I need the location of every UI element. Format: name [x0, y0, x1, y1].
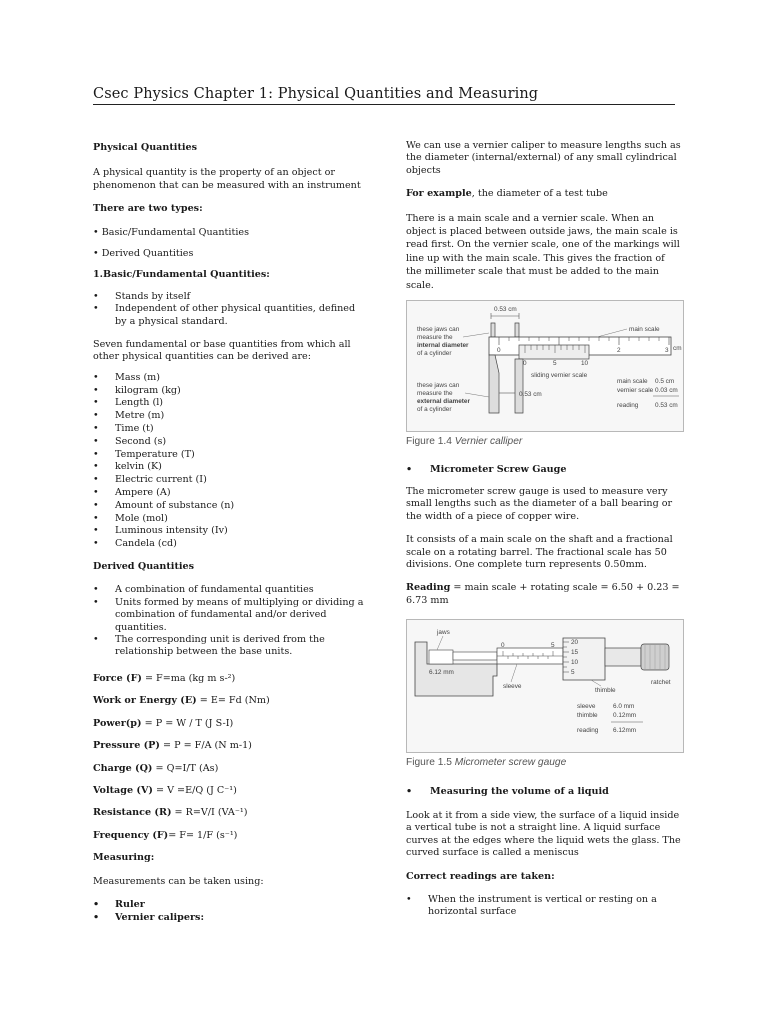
equation-charge: Charge (Q) = Q=I/T (As) [93, 762, 219, 774]
list-item: • Mass (m) [93, 372, 365, 385]
main-scale-label: main scale [629, 326, 660, 334]
equation-resistance: Resistance (R) = R=V/I (VA⁻¹) [93, 807, 248, 819]
correct-readings-heading: Correct readings are taken: [406, 870, 555, 882]
base-quantities-list [93, 372, 365, 551]
title-underline [93, 104, 675, 105]
caption-text: Micrometer screw gauge [454, 757, 567, 769]
list-item: • Time (t) [93, 423, 365, 436]
micrometer-heading: • Micrometer Screw Gauge [406, 464, 682, 476]
internal-jaws-label: of a cylinder [417, 350, 452, 358]
equation-voltage: Voltage (V) = V =E/Q (J C⁻¹) [93, 784, 237, 796]
internal-jaws-label: these jaws can [417, 326, 460, 334]
reading-label: reading [617, 402, 639, 410]
left-column [93, 142, 365, 935]
derived-points-list [93, 584, 365, 658]
figure-1-4-caption [406, 436, 682, 448]
micrometer-intro: The micrometer screw gauge is used to measure very small lengths such as the diameter of a ball bearing or the width of a piece of copper wire. [406, 485, 673, 522]
basic-points-list [93, 291, 365, 328]
external-jaws-label: these jaws can [417, 382, 460, 390]
reading-value: 6.0 mm [613, 703, 635, 711]
correct-readings-list [406, 894, 682, 919]
vernier-tick-label: 0 [523, 360, 527, 368]
sleeve-tick-label: 0 [501, 642, 505, 650]
list-item: • Vernier calipers: [93, 912, 365, 925]
list-item: • Second (s) [93, 436, 365, 449]
micrometer-heading-list [406, 464, 682, 476]
micrometer-figure [406, 619, 684, 753]
thimble-label: thimble [595, 687, 616, 695]
page-title: Csec Physics Chapter 1: Physical Quantities and Measuring [93, 86, 539, 102]
list-item: • A combination of fundamental quantities [93, 584, 365, 596]
main-tick-label: 0 [497, 347, 501, 355]
reading-label: main scale [617, 378, 648, 386]
sleeve-label: sleeve [503, 683, 522, 691]
list-item: • kilogram (kg) [93, 385, 365, 398]
list-item: • Ruler [93, 899, 365, 912]
vernier-explanation: There is a main scale and a vernier scale. When an object is placed between outside jaws, the main scale is read first. On the vernier scale, one of the markings will line up with the main scale. This gives the fraction of the millimeter scale that must be added to the main scale. [406, 212, 680, 291]
external-jaws-label: of a cylinder [417, 406, 452, 414]
external-jaws-label: measure the [417, 390, 453, 398]
list-item: • kelvin (K) [93, 461, 365, 474]
list-item: • Mole (mol) [93, 513, 365, 526]
volume-heading-list [406, 786, 682, 798]
type-derived: • Derived Quantities [93, 248, 194, 260]
list-item: • Temperature (T) [93, 449, 365, 462]
vernier-tick-label: 5 [553, 360, 557, 368]
list-item: • Units formed by means of multiplying or dividing a combination of fundamental and/or derived quantities. [93, 597, 365, 634]
list-item: • Candela (cd) [93, 538, 365, 551]
list-item: • The corresponding unit is derived from the relationship between the base units. [93, 634, 365, 659]
right-column [406, 140, 682, 929]
caption-number: Figure 1.4 [406, 436, 452, 448]
type-basic: • Basic/Fundamental Quantities [93, 226, 249, 238]
bottom-measure-label: 0.53 cm [519, 391, 542, 399]
vernier-caliper-diagram [407, 301, 683, 431]
caption-text: Vernier calliper [454, 436, 523, 448]
caption-number: Figure 1.5 [406, 757, 452, 769]
reading-value: 6.12mm [613, 727, 637, 735]
thimble-tick-label: 5 [571, 669, 575, 677]
thimble-tick-label: 15 [571, 649, 579, 657]
equation-frequency: Frequency (F)= F= 1/F (s⁻¹) [93, 829, 238, 841]
list-item: • Stands by itself [93, 291, 365, 303]
reading-value: 0.12mm [613, 712, 637, 720]
instruments-list [93, 899, 365, 925]
definition-text: A physical quantity is the property of an object or phenomenon that can be measured with an instrument [93, 167, 361, 191]
measuring-intro: Measurements can be taken using: [93, 875, 264, 887]
reading-label: thimble [577, 712, 598, 720]
micrometer-reading: Reading = main scale + rotating scale = 6.50 + 0.23 = 6.73 mm [406, 582, 680, 606]
vernier-example: For example, the diameter of a test tube [406, 188, 608, 200]
list-item: • Ampere (A) [93, 487, 365, 500]
list-item: • Amount of substance (n) [93, 500, 365, 513]
derived-heading: Derived Quantities [93, 561, 195, 573]
seven-quantities-intro: Seven fundamental or base quantities from which all other physical quantities can be derived are: [93, 339, 351, 363]
reading-value: 0.53 cm [655, 402, 678, 410]
sleeve-tick-label: 5 [551, 642, 555, 650]
ratchet-label: ratchet [651, 679, 671, 687]
measuring-heading: Measuring: [93, 852, 155, 864]
thimble-tick-label: 20 [571, 639, 579, 647]
vernier-tick-label: 10 [581, 360, 589, 368]
list-item: • Independent of other physical quantities, defined by a physical standard. [93, 303, 365, 328]
micrometer-scales: It consists of a main scale on the shaft and a fractional scale on a rotating barrel. The fractional scale has 50 divisions. One complete turn represents 0.50mm. [406, 534, 673, 570]
list-item: • Luminous intensity (Iv) [93, 525, 365, 538]
internal-jaws-label: measure the [417, 334, 453, 342]
top-measure-label: 0.53 cm [494, 306, 517, 314]
figure-1-5-caption [406, 757, 682, 769]
list-item: • Length (l) [93, 397, 365, 410]
sliding-scale-label: sliding vernier scale [531, 372, 588, 380]
gap-label: 6.12 mm [429, 669, 454, 677]
section-heading-physical-quantities: Physical Quantities [93, 142, 198, 153]
vernier-intro: We can use a vernier caliper to measure lengths such as the diameter (internal/external) of any small cylindrical objects [406, 140, 681, 176]
equation-force: Force (F) = F=ma (kg m s-²) [93, 672, 236, 684]
volume-heading: • Measuring the volume of a liquid [406, 786, 682, 798]
internal-jaws-label: internal diameter [417, 342, 469, 350]
list-item: • When the instrument is vertical or resting on a horizontal surface [406, 894, 682, 919]
unit-label: cm [673, 345, 682, 353]
list-item: • Electric current (I) [93, 474, 365, 487]
reading-value: 0.03 cm [655, 387, 678, 395]
micrometer-diagram [407, 620, 683, 752]
thimble-tick-label: 10 [571, 659, 579, 667]
list-item: • Metre (m) [93, 410, 365, 423]
external-jaws-label: external diameter [417, 398, 470, 406]
volume-text: Look at it from a side view, the surface of a liquid inside a vertical tube is not a straight line. A liquid surface curves at the edges where the liquid wets the glass. The curved surface is called a meniscus [406, 809, 681, 859]
reading-label: sleeve [577, 703, 596, 711]
reading-label: vernier scale [617, 387, 654, 395]
types-heading: There are two types: [93, 203, 203, 215]
equation-work-energy: Work or Energy (E) = E= Fd (Nm) [93, 695, 270, 707]
equation-pressure: Pressure (P) = P = F/A (N m-1) [93, 740, 252, 752]
jaws-label: jaws [437, 629, 450, 637]
basic-heading: 1.Basic/Fundamental Quantities: [93, 269, 270, 281]
equation-power: Power(p) = P = W / T (J S-I) [93, 717, 234, 729]
reading-label: reading [577, 727, 599, 735]
main-tick-label: 2 [617, 347, 621, 355]
reading-value: 0.5 cm [655, 378, 675, 386]
vernier-caliper-figure [406, 300, 684, 432]
main-tick-label: 3 [665, 347, 669, 355]
